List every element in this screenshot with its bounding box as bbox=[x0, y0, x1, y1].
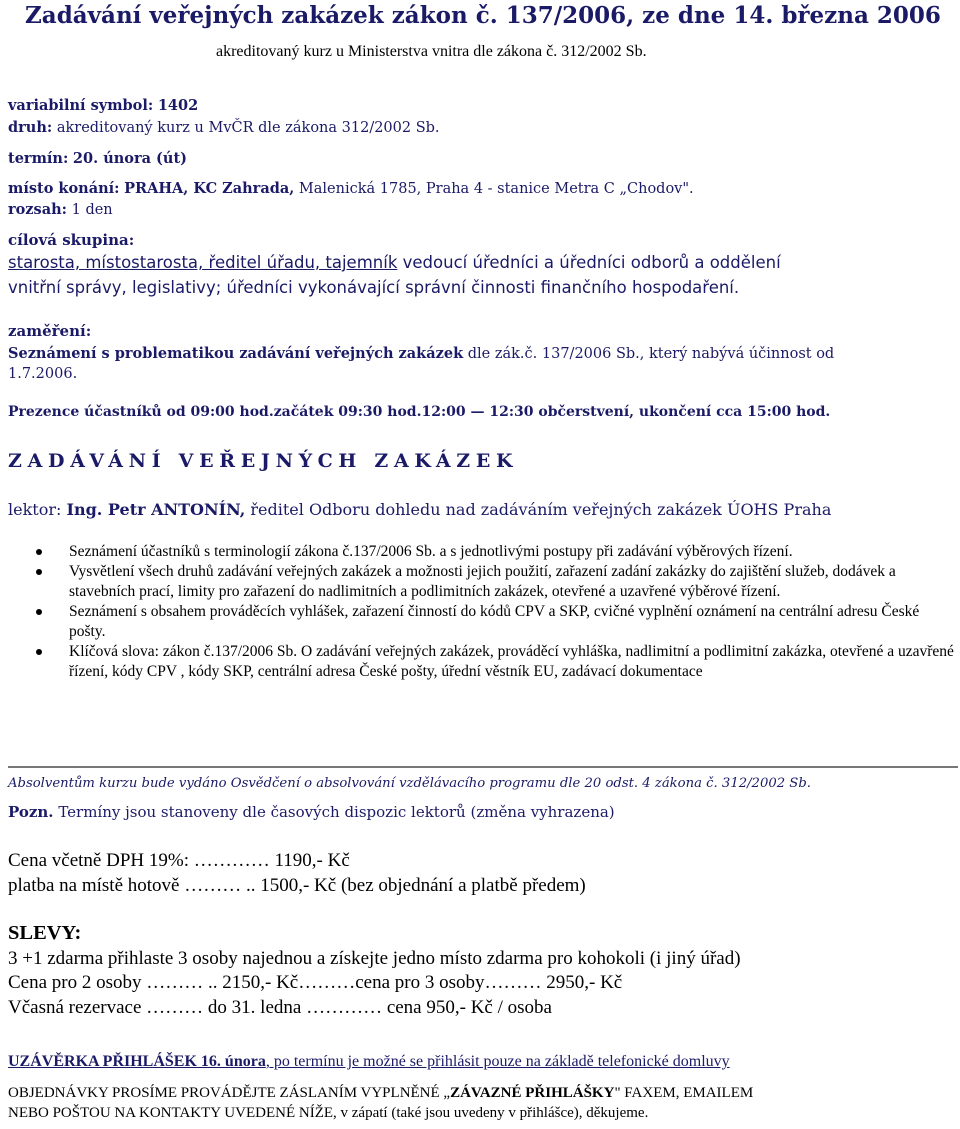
venue-name: PRAHA, KC Zahrada, bbox=[124, 180, 295, 197]
variable-symbol bbox=[8, 97, 198, 114]
orders-line-2: NEBO POŠTOU NA KONTAKTY UVEDENÉ NÍŽE, v zápatí (také jsou uvedeny v přihlášce), děkujeme. bbox=[8, 1105, 649, 1121]
bullet-icon bbox=[36, 569, 42, 575]
audience-label: cílová skupina: bbox=[8, 231, 135, 249]
lecturer-name: Ing. Petr ANTONÍN, bbox=[66, 500, 246, 519]
discount-line-2: Cena pro 2 osoby ……… .. 2150,- Kč………cena pro 3 osoby……… 2950,- Kč bbox=[8, 972, 623, 993]
deadline-condition: , po termínu je možné se přihlásit pouze na základě telefonické domluvy bbox=[265, 1053, 730, 1070]
variable-symbol-label: variabilní symbol: bbox=[8, 97, 154, 114]
duration-value: 1 den bbox=[71, 202, 113, 218]
course-type-label: druh: bbox=[8, 119, 53, 136]
orders-line-1 bbox=[8, 1085, 753, 1102]
course-type-value: akreditovaný kurz u MvČR dle zákona 312/2002 Sb. bbox=[56, 120, 440, 136]
page-title: Zadávání veřejných zakázek zákon č. 137/2006, ze dne 14. března 2006 bbox=[25, 2, 941, 29]
discount-line-1: 3 +1 zdarma přihlaste 3 osoby najednou a získejte jedno místo zdarma pro kohokoli (i jiný úřad) bbox=[8, 948, 741, 969]
note-label: Pozn. bbox=[8, 803, 54, 821]
discounts-heading: SLEVY: bbox=[8, 922, 82, 944]
audience-other-roles: vedoucí úředníci a úředníci odborů a oddělení bbox=[402, 253, 781, 272]
focus-line-1 bbox=[8, 345, 834, 362]
list-item bbox=[0, 602, 960, 642]
subtitle: akreditovaný kurz u Ministerstva vnitra dle zákona č. 312/2002 Sb. bbox=[216, 43, 647, 60]
duration-label: rozsah: bbox=[8, 201, 67, 218]
venue bbox=[8, 180, 694, 197]
registration-deadline bbox=[8, 1053, 730, 1071]
venue-label: místo konání: bbox=[8, 180, 120, 197]
list-item-text: Seznámení s obsahem prováděcích vyhlášek, zařazení činností do kódů CPV a SKP, cvičné vyplnění oznámení na centrální adresu České pošty. bbox=[69, 603, 920, 640]
venue-address: Malenická 1785, Praha 4 - stanice Metra C „Chodov". bbox=[298, 181, 694, 197]
list-item-text: Seznámení účastníků s terminologií zákona č.137/2006 Sb. a s jednotlivými postupy při zadávání výběrových řízení. bbox=[69, 543, 793, 560]
schedule: Prezence účastníků od 09:00 hod.začátek 09:30 hod.12:00 — 12:30 občerstvení, ukončení cca 15:00 hod. bbox=[8, 404, 831, 420]
price-line: Cena včetně DPH 19%: ………… 1190,- Kč bbox=[8, 850, 350, 871]
lecturer bbox=[8, 500, 831, 519]
duration bbox=[8, 201, 113, 218]
divider bbox=[8, 766, 958, 768]
course-date-label: termín: bbox=[8, 150, 69, 167]
orders-text-start: OBJEDNÁVKY PROSÍME PROVÁDĚJTE ZÁSLANÍM VYPLNĚNÉ „ bbox=[8, 1085, 451, 1101]
note-text: Termíny jsou stanoveny dle časových dispozic lektorů (změna vyhrazena) bbox=[58, 803, 615, 821]
course-title: ZADÁVÁNÍ VEŘEJNÝCH ZAKÁZEK bbox=[8, 450, 519, 472]
topic-list bbox=[0, 542, 960, 682]
discount-line-3: Včasná rezervace ……… do 31. ledna ………… cena 950,- Kč / osoba bbox=[8, 997, 552, 1018]
focus-law: dle zák.č. 137/2006 Sb., který nabývá účinnost od bbox=[467, 346, 835, 362]
binding-application: ZÁVAZNÉ PŘIHLÁŠKY bbox=[450, 1085, 615, 1101]
list-item-text: Klíčová slova: zákon č.137/2006 Sb. O zadávání veřejných zakázek, prováděcí vyhláška, nadlimitní a podlimitní zakázka, otevřené a uzavřené řízení, kódy CPV , kódy SKP, centrální adresa České pošty, úřední věstník EU, zadávací dokumentace bbox=[69, 643, 954, 680]
lecturer-label: lektor: bbox=[8, 500, 62, 519]
focus-label: zaměření: bbox=[8, 322, 92, 340]
list-item-text: Vysvětlení všech druhů zadávání veřejných zakázek a možnosti jejich použití, zařazení zadání zakázky do zajištění služeb, dodávek a stavebních prací, limity pro zařazení do nadlimitních a podlimitních zakázek, otevřené a uzavřené výběrové řízení. bbox=[69, 563, 896, 600]
audience-line-2: vnitřní správy, legislativy; úředníci vykonávající správní činnosti finančního hospodaření. bbox=[8, 278, 740, 297]
note bbox=[8, 803, 615, 821]
course-date bbox=[8, 150, 187, 167]
audience-line-1 bbox=[8, 253, 781, 272]
certificate-note: Absolventům kurzu bude vydáno Osvědčení o absolvování vzdělávacího programu dle 20 odst. 4 zákona č. 312/2002 Sb. bbox=[8, 776, 811, 791]
list-item bbox=[0, 562, 960, 602]
course-date-value: 20. února (út) bbox=[72, 150, 187, 167]
orders-text-end: " FAXEM, EMAILEM bbox=[614, 1085, 754, 1101]
focus-line-2: 1.7.2006. bbox=[8, 366, 78, 382]
bullet-icon bbox=[36, 609, 42, 615]
list-item bbox=[0, 542, 960, 562]
bullet-icon bbox=[36, 549, 42, 555]
focus-topic: Seznámení s problematikou zadávání veřejných zakázek bbox=[8, 345, 464, 362]
course-type bbox=[8, 119, 440, 136]
cash-price-line: platba na místě hotově ……… .. 1500,- Kč (bez objednání a platbě předem) bbox=[8, 875, 586, 896]
audience-key-roles: starosta, místostarosta, ředitel úřadu, tajemník bbox=[8, 253, 398, 272]
deadline-date: UZÁVĚRKA PŘIHLÁŠEK 16. února bbox=[8, 1053, 266, 1070]
list-item bbox=[0, 642, 960, 682]
lecturer-description: ředitel Odboru dohledu nad zadáváním veřejných zakázek ÚOHS Praha bbox=[250, 500, 832, 519]
bullet-icon bbox=[36, 649, 42, 655]
variable-symbol-value: 1402 bbox=[157, 97, 199, 114]
